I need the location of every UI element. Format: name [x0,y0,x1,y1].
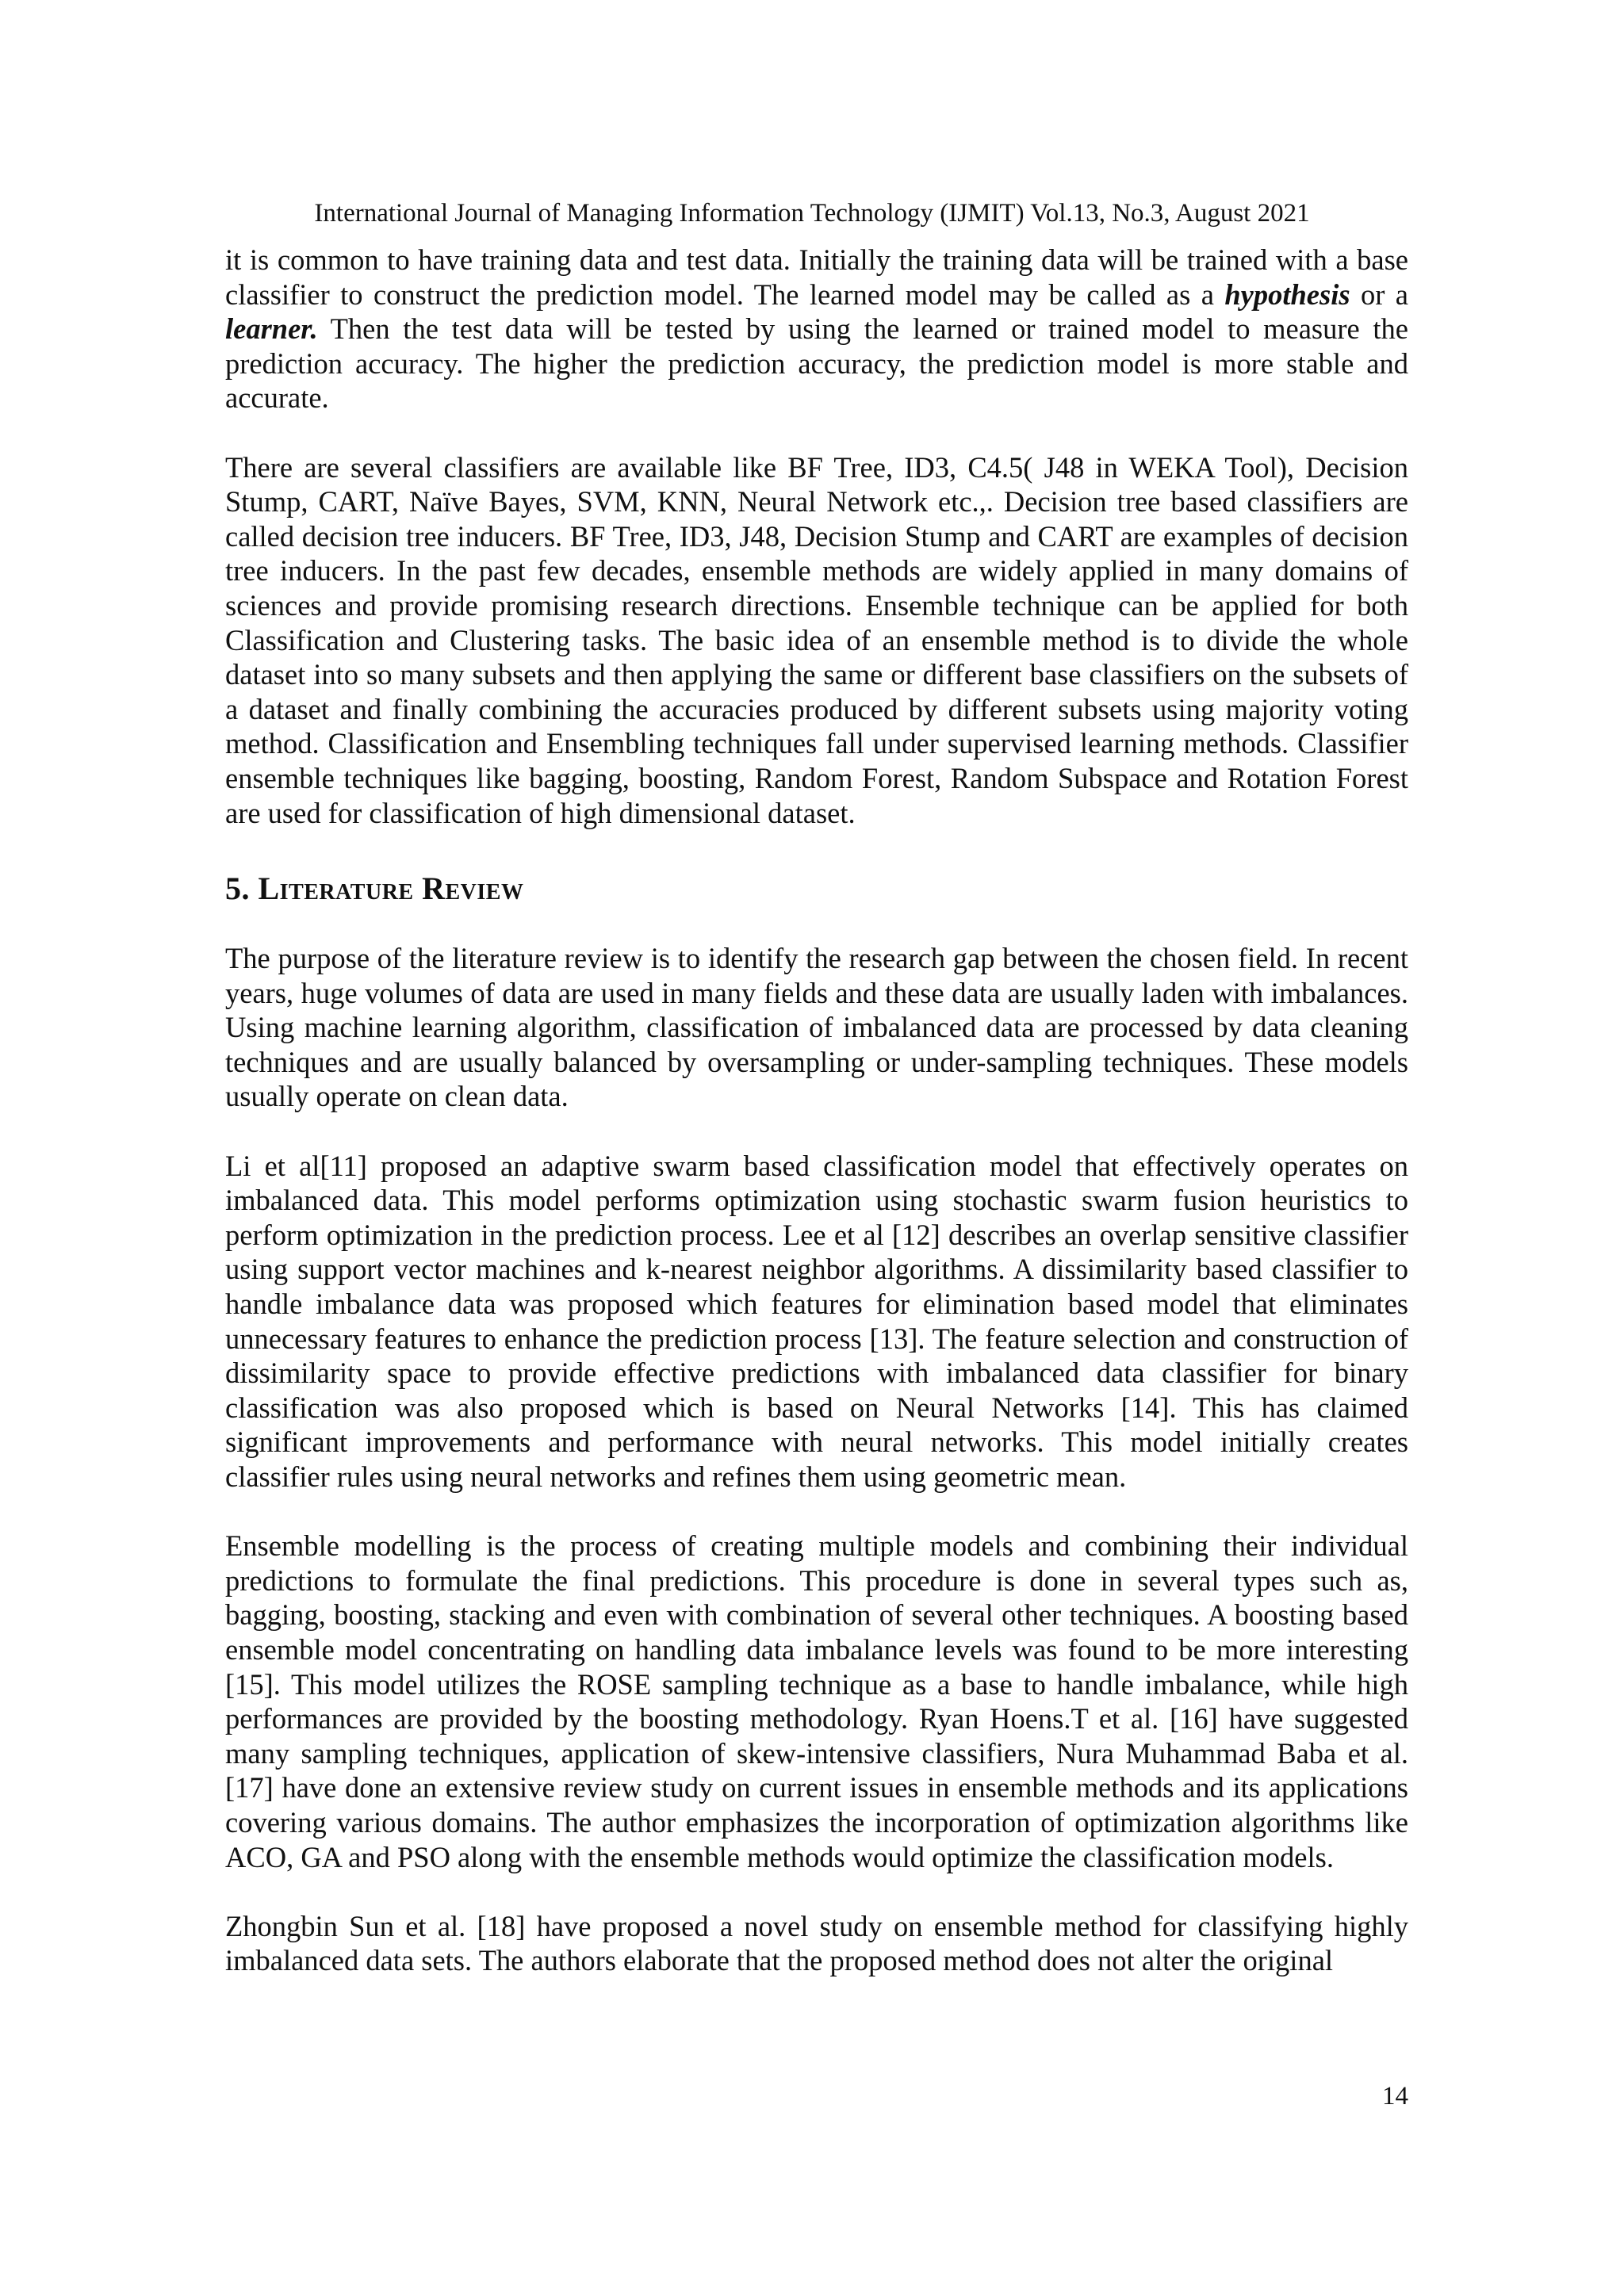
paragraph-review-purpose: The purpose of the literature review is to identify the research gap between the chosen field. In recent years, huge volumes of data are used in many fields and these data are usually laden with imbalances. Using machine learning algorithm, classification of imbalanced data are processed by data cleaning techniques and are usually balanced by oversampling or under-sampling techniques. These models usually operate on clean data. [225,942,1408,1113]
paragraph-text: Then the test data will be tested by using the learned or trained model to measure the prediction accuracy. The higher the prediction accuracy, the prediction model is more stable and accurate. [225,312,1408,415]
paragraph-text: or a [1350,277,1408,311]
paragraph-imbalance-models: Li et al[11] proposed an adaptive swarm based classification model that effectively operates on imbalanced data. This model performs optimization using stochastic swarm fusion heuristics to perform optimization in the prediction process. Lee et al [12] describes an overlap sensitive classifier using support vector machines and k-nearest neighbor algorithms. A dissimilarity based classifier to handle imbalance data was proposed which features for elimination based model that eliminates unnecessary features to enhance the prediction process [13]. The feature selection and construction of dissimilarity space to provide effective predictions with imbalanced data classifier for binary classification was also proposed which is based on Neural Networks [14]. This has claimed significant improvements and performance with neural networks. This model initially creates classifier rules using neural networks and refines them using geometric mean. [225,1149,1408,1493]
section-heading-literature-review: 5. Literature Review [225,871,524,907]
paragraph-text: it is common to have training data and test data. Initially the training data will be trained with a base classifier to construct the prediction model. The learned model may be called as a [225,243,1408,311]
term-hypothesis: hypothesis [1224,277,1350,311]
paragraph-classifiers: There are several classifiers are available like BF Tree, ID3, C4.5( J48 in WEKA Tool), Decision Stump, CART, Naïve Bayes, SVM, KNN, Neural Network etc.,. Decision tree based classifiers are called decision tree inducers. BF Tree, ID3, J48, Decision Stump and CART are examples of decision tree inducers. In the past few decades, ensemble methods are widely applied in many domains of sciences and provide promising research directions. Ensemble technique can be applied for both Classification and Clustering tasks. The basic idea of an ensemble method is to divide the whole dataset into so many subsets and then applying the same or different base classifiers on the subsets of a dataset and finally combining the accuracies produced by different subsets using majority voting method. Classification and Ensembling techniques fall under supervised learning methods. Classifier ensemble techniques like bagging, boosting, Random Forest, Random Subspace and Rotation Forest are used for classification of high dimensional dataset. [225,450,1408,829]
term-learner: learner. [225,312,318,346]
paragraph-ensemble-modelling: Ensemble modelling is the process of creating multiple models and combining their individual predictions to formulate the final predictions. This procedure is done in several types such as, bagging, boosting, stacking and even with combination of several other techniques. A boosting based ensemble model concentrating on handling data imbalance levels was found to be more interesting [15]. This model utilizes the ROSE sampling technique as a base to handle imbalance, while high performances are provided by the boosting methodology. Ryan Hoens.T et al. [16] have suggested many sampling techniques, application of skew-intensive classifiers, Nura Muhammad Baba et al. [17] have done an extensive review study on current issues in ensemble methods and its applications covering various domains. The author emphasizes the incorporation of optimization algorithms like ACO, GA and PSO along with the ensemble methods would optimize the classification models. [225,1529,1408,1873]
paragraph-classification-intro [225,243,1408,415]
page-body [225,243,1408,1978]
running-header: International Journal of Managing Information Technology (IJMIT) Vol.13, No.3, August 2021 [314,199,1310,228]
paragraph-highly-imbalanced: Zhongbin Sun et al. [18] have proposed a novel study on ensemble method for classifying highly imbalanced data sets. The authors elaborate that the proposed method does not alter the original [225,1909,1408,1977]
page-number: 14 [1382,2082,1408,2110]
